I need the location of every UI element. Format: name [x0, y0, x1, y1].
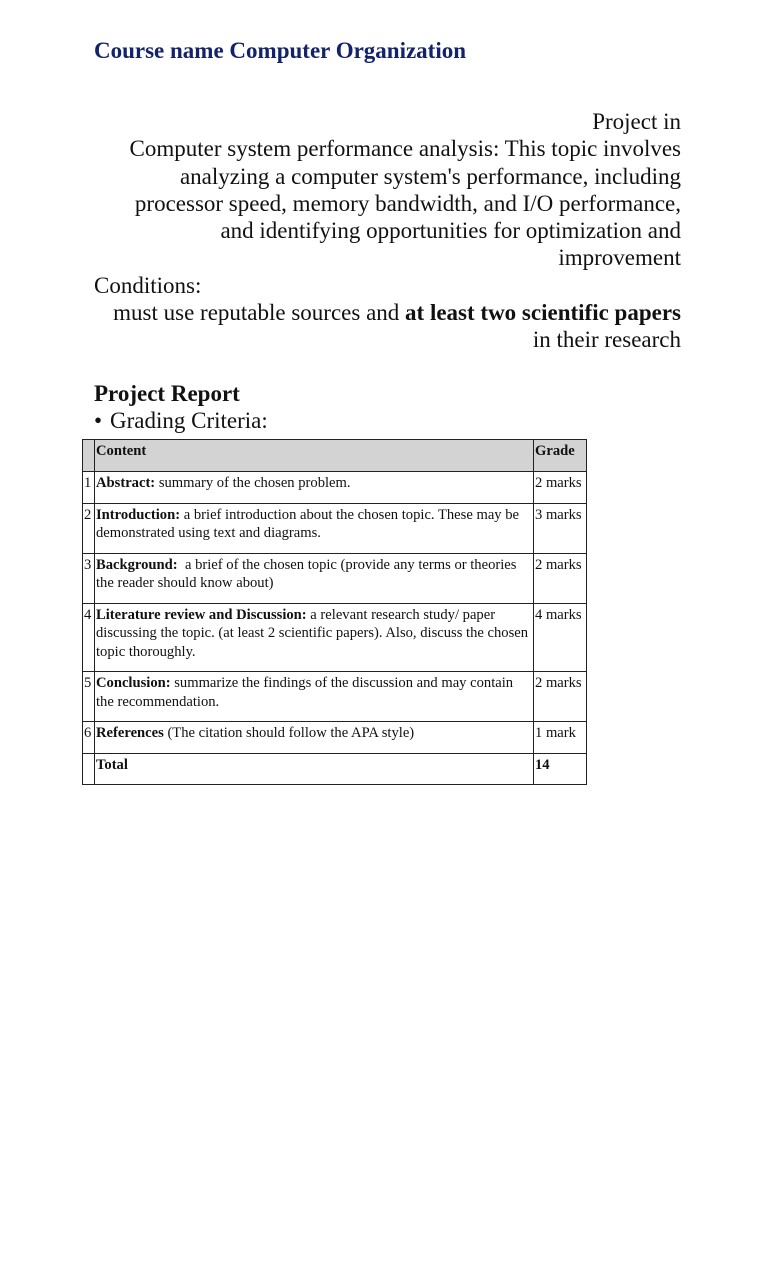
- row-grade: 2 marks: [534, 672, 587, 722]
- row-num: 2: [83, 503, 95, 553]
- course-title: Course name Computer Organization: [94, 38, 467, 63]
- project-line: and identifying opportunities for optimization and: [220, 218, 681, 244]
- row-content: [95, 603, 534, 672]
- row-content: [95, 722, 534, 754]
- conditions-label: Conditions:: [94, 273, 202, 298]
- row-num: 5: [83, 672, 95, 722]
- row-text: summarize the findings of the discussion and may contain the recommendation.: [96, 675, 514, 710]
- row-grade: 3 marks: [534, 503, 587, 553]
- row-content: [95, 472, 534, 504]
- row-label: Abstract:: [96, 475, 156, 491]
- grading-criteria-label: Grading Criteria:: [110, 408, 268, 433]
- bullet-icon: •: [94, 408, 103, 433]
- row-num: 4: [83, 603, 95, 672]
- header-grade: Grade: [534, 440, 587, 472]
- conditions-text: [94, 299, 681, 354]
- table-row: [83, 472, 587, 504]
- report-title: Project Report: [94, 381, 240, 406]
- conditions-text-after: in their research: [532, 327, 681, 353]
- row-text: (The citation should follow the APA style): [163, 725, 415, 741]
- grading-table: [82, 439, 587, 785]
- row-grade: 2 marks: [534, 553, 587, 603]
- conditions-text-bold: at least two scientific papers: [405, 300, 681, 325]
- project-line: improvement: [558, 245, 681, 271]
- project-line: processor speed, memory bandwidth, and I/O performance,: [134, 190, 681, 216]
- project-line: Computer system performance analysis: This topic involves: [129, 136, 681, 162]
- total-num: [83, 753, 95, 785]
- project-line: Project in: [592, 109, 681, 134]
- row-content: [95, 672, 534, 722]
- row-num: 6: [83, 722, 95, 754]
- row-label: References: [96, 725, 164, 741]
- row-label: Literature review and Discussion:: [96, 606, 307, 623]
- project-line: analyzing a computer system's performance, including: [179, 163, 681, 189]
- grading-criteria-heading: [94, 408, 268, 434]
- header-num: [83, 440, 95, 472]
- row-num: 3: [83, 553, 95, 603]
- header-content: Content: [95, 440, 534, 472]
- row-label: Introduction:: [96, 506, 181, 523]
- row-text: a relevant research study/ paper discussing the topic. (at least 2 scientific papers). Also, discuss the chosen topic thoroughly.: [96, 606, 529, 660]
- total-grade: 14: [534, 753, 587, 785]
- table-row: [83, 503, 587, 553]
- table-row: [83, 722, 587, 754]
- table-total-row: [83, 753, 587, 785]
- row-content: [95, 503, 534, 553]
- table-row: [83, 553, 587, 603]
- row-text: summary of the chosen problem.: [155, 475, 351, 491]
- total-label: Total: [95, 753, 534, 785]
- row-text: a brief introduction about the chosen topic. These may be demonstrated using text and diagrams.: [96, 506, 520, 541]
- row-grade: 1 mark: [534, 722, 587, 754]
- row-num: 1: [83, 472, 95, 504]
- table-row: [83, 672, 587, 722]
- table-header-row: [83, 440, 587, 472]
- conditions-text-before: must use reputable sources and: [113, 300, 406, 325]
- row-grade: 4 marks: [534, 603, 587, 672]
- project-description: [94, 108, 681, 272]
- row-content: [95, 553, 534, 603]
- row-text: a brief of the chosen topic (provide any terms or theories the reader should know about): [96, 556, 521, 591]
- row-label: Background:: [96, 556, 178, 573]
- row-label: Conclusion:: [96, 675, 171, 691]
- table-row: [83, 603, 587, 672]
- row-grade: 2 marks: [534, 472, 587, 504]
